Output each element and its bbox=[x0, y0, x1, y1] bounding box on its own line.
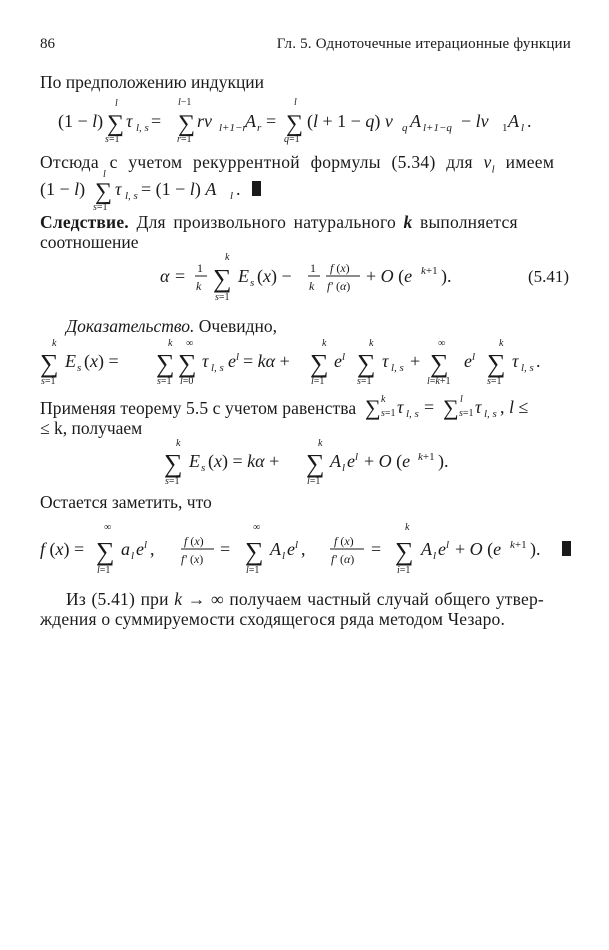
svg-text:l, s: l, s bbox=[484, 408, 497, 420]
svg-text:e: e bbox=[464, 351, 472, 371]
final-limit: k → ∞ bbox=[174, 589, 224, 609]
svg-text:k: k bbox=[381, 394, 386, 405]
svg-text:k: k bbox=[176, 438, 181, 449]
svg-text:q: q bbox=[402, 122, 408, 134]
svg-text:l: l bbox=[230, 190, 234, 202]
svg-text:l: l bbox=[472, 351, 476, 363]
svg-text:.: . bbox=[527, 111, 532, 131]
svg-text:s: s bbox=[201, 462, 206, 474]
svg-text:+: + bbox=[410, 351, 421, 371]
svg-text:e: e bbox=[347, 451, 355, 471]
svg-text:s=1: s=1 bbox=[157, 376, 172, 387]
svg-text:(1 − l): (1 − l) bbox=[58, 111, 104, 131]
qed-mark bbox=[252, 181, 261, 196]
svg-text:s=1: s=1 bbox=[93, 202, 108, 213]
svg-text:E: E bbox=[189, 451, 200, 471]
proof-label: Доказательство. bbox=[66, 316, 195, 336]
svg-text:∞: ∞ bbox=[186, 338, 194, 349]
svg-text:1: 1 bbox=[310, 261, 316, 275]
svg-text:(x) = kα +: (x) = kα + bbox=[208, 451, 280, 471]
equation-sum-E bbox=[0, 336, 609, 390]
svg-text:∑: ∑ bbox=[107, 111, 125, 137]
proof-text: Очевидно, bbox=[194, 316, 278, 336]
svg-text:a: a bbox=[121, 539, 130, 559]
svg-text:r: r bbox=[257, 122, 262, 134]
svg-text:∑: ∑ bbox=[178, 349, 197, 378]
corollary-end: выполняется bbox=[420, 212, 518, 232]
relation-text: соотношение bbox=[40, 232, 139, 252]
svg-text:l: l bbox=[144, 539, 148, 551]
svg-text:s=1: s=1 bbox=[165, 476, 180, 487]
svg-text:l: l bbox=[355, 451, 359, 463]
svg-text:l−1: l−1 bbox=[178, 97, 192, 108]
svg-text:s=1: s=1 bbox=[459, 408, 474, 419]
equation-5-41 bbox=[0, 250, 609, 306]
svg-text:= (1 − l) A: = (1 − l) A bbox=[141, 179, 217, 199]
svg-text:+ O (e: + O (e bbox=[455, 539, 502, 559]
svg-text:q=1: q=1 bbox=[284, 134, 300, 145]
svg-text:l+1−q: l+1−q bbox=[423, 122, 452, 134]
equation-E-result bbox=[0, 436, 609, 490]
svg-text:τ: τ bbox=[202, 351, 209, 371]
final-paragraph bbox=[66, 589, 544, 610]
svg-text:1: 1 bbox=[197, 261, 203, 275]
svg-text:l, s: l, s bbox=[391, 362, 404, 374]
equation-induction bbox=[0, 96, 609, 146]
svg-text:k+1: k+1 bbox=[418, 451, 435, 463]
svg-text:s=1: s=1 bbox=[487, 376, 502, 387]
svg-text:k: k bbox=[52, 338, 57, 349]
hence-text: Отсюда с учетом рекуррентной формулы (5.34) для bbox=[40, 152, 473, 172]
svg-text:l, s: l, s bbox=[521, 362, 534, 374]
svg-text:∞: ∞ bbox=[104, 522, 112, 533]
svg-text:+ O (e: + O (e bbox=[366, 266, 413, 286]
page-number: 86 bbox=[40, 36, 55, 52]
svg-text:τ: τ bbox=[382, 351, 389, 371]
final-paragraph-line2: ждения о суммируемости сходящегося ряда методом Чезаро. bbox=[40, 609, 506, 629]
svg-text:∑: ∑ bbox=[156, 349, 175, 378]
svg-text:=: = bbox=[151, 111, 162, 131]
svg-text:∑: ∑ bbox=[306, 449, 325, 478]
running-header bbox=[40, 36, 571, 56]
svg-text:l=0: l=0 bbox=[180, 376, 194, 387]
final-text-end: получаем частный случай общего утвер- bbox=[229, 589, 544, 609]
svg-text:k: k bbox=[196, 279, 202, 293]
svg-text:k: k bbox=[168, 338, 173, 349]
svg-text:∑: ∑ bbox=[430, 349, 449, 378]
corollary-paragraph bbox=[40, 212, 518, 233]
svg-text:τ: τ bbox=[397, 397, 404, 417]
equation-f-series bbox=[0, 518, 609, 578]
svg-text:, l ≤: , l ≤ bbox=[500, 397, 529, 417]
svg-text:e: e bbox=[287, 539, 295, 559]
svg-text:).: ). bbox=[441, 266, 452, 286]
svg-text:∑: ∑ bbox=[96, 537, 115, 566]
svg-text:∑: ∑ bbox=[95, 179, 113, 205]
nu-subscript: l bbox=[491, 163, 495, 176]
svg-text:f′ (α): f′ (α) bbox=[327, 279, 351, 293]
svg-text:∑: ∑ bbox=[164, 449, 183, 478]
svg-text:∞: ∞ bbox=[253, 522, 261, 533]
svg-text:l: l bbox=[131, 550, 135, 562]
apply-text: Применяя теорему 5.5 с учетом равенства bbox=[40, 398, 357, 418]
svg-text:∑: ∑ bbox=[487, 349, 506, 378]
svg-text:l=1: l=1 bbox=[311, 376, 325, 387]
svg-text:l: l bbox=[236, 351, 240, 363]
svg-text:=: = bbox=[175, 266, 186, 286]
svg-text:l: l bbox=[294, 97, 297, 108]
svg-text:,: , bbox=[150, 539, 155, 559]
svg-text:k: k bbox=[369, 338, 374, 349]
svg-text:+ O (e: + O (e bbox=[364, 451, 411, 471]
svg-text:1: 1 bbox=[502, 122, 508, 134]
svg-text:k: k bbox=[225, 252, 230, 263]
svg-text:l: l bbox=[433, 550, 437, 562]
svg-text:l=1: l=1 bbox=[307, 476, 321, 487]
svg-text:k: k bbox=[309, 279, 315, 293]
svg-text:f′ (x): f′ (x) bbox=[181, 552, 204, 566]
svg-text:s=1: s=1 bbox=[381, 408, 396, 419]
svg-text:r=1: r=1 bbox=[177, 134, 192, 145]
qed-mark-2 bbox=[562, 541, 571, 556]
svg-text:A: A bbox=[410, 111, 421, 131]
svg-text:f′ (α): f′ (α) bbox=[331, 552, 355, 566]
svg-text:l, s: l, s bbox=[125, 190, 138, 202]
svg-text:rν: rν bbox=[197, 111, 212, 131]
svg-text:∑: ∑ bbox=[286, 111, 304, 137]
svg-text:α: α bbox=[160, 266, 170, 286]
svg-text:=: = bbox=[424, 397, 435, 417]
svg-text:∑: ∑ bbox=[443, 395, 459, 420]
svg-text:).: ). bbox=[530, 539, 541, 559]
svg-text:s=1: s=1 bbox=[357, 376, 372, 387]
svg-text:).: ). bbox=[438, 451, 449, 471]
svg-text:∑: ∑ bbox=[365, 395, 381, 420]
corollary-label: Следствие. bbox=[40, 212, 129, 232]
svg-text:l, s: l, s bbox=[136, 122, 149, 134]
nu-symbol: ν bbox=[483, 152, 492, 172]
corollary-text: Для произвольного натурального bbox=[128, 212, 396, 232]
svg-text:l: l bbox=[282, 550, 286, 562]
running-title: Гл. 5. Одноточечные итерационные функции bbox=[276, 36, 571, 52]
svg-text:∑: ∑ bbox=[178, 111, 196, 137]
svg-text:τ: τ bbox=[115, 179, 122, 199]
svg-text:∑: ∑ bbox=[245, 537, 264, 566]
corollary-k: k bbox=[403, 212, 413, 232]
svg-text:∑: ∑ bbox=[310, 349, 329, 378]
svg-text:f (x) =: f (x) = bbox=[40, 539, 85, 559]
svg-text:(x) =: (x) = bbox=[84, 351, 119, 371]
svg-text:k+1: k+1 bbox=[510, 539, 527, 551]
svg-text:e: e bbox=[438, 539, 446, 559]
svg-text:e: e bbox=[334, 351, 342, 371]
svg-text:(l + 1 − q) ν: (l + 1 − q) ν bbox=[307, 111, 393, 131]
svg-text:l=k+1: l=k+1 bbox=[427, 376, 451, 387]
svg-text:s=1: s=1 bbox=[105, 134, 120, 145]
equation-recurrence-result bbox=[0, 168, 609, 214]
svg-text:A: A bbox=[421, 539, 432, 559]
svg-text:=: = bbox=[371, 539, 382, 559]
svg-text:f (x): f (x) bbox=[330, 261, 350, 275]
svg-text:A: A bbox=[270, 539, 281, 559]
svg-text:=: = bbox=[266, 111, 277, 131]
svg-text:l, s: l, s bbox=[211, 362, 224, 374]
svg-text:.: . bbox=[536, 351, 541, 371]
svg-text:τ: τ bbox=[475, 397, 482, 417]
svg-text:s: s bbox=[250, 277, 255, 289]
svg-text:l: l bbox=[103, 169, 106, 180]
svg-text:l: l bbox=[342, 351, 346, 363]
svg-text:∑: ∑ bbox=[40, 349, 59, 378]
svg-text:E: E bbox=[65, 351, 76, 371]
svg-text:τ: τ bbox=[126, 111, 133, 131]
svg-text:A: A bbox=[245, 111, 256, 131]
svg-text:e: e bbox=[228, 351, 236, 371]
svg-text:l+1−r: l+1−r bbox=[219, 122, 247, 134]
svg-text:l: l bbox=[295, 539, 299, 551]
svg-text:A: A bbox=[508, 111, 519, 131]
apply-continuation: ≤ k, получаем bbox=[40, 418, 143, 438]
svg-text:(1 − l): (1 − l) bbox=[40, 179, 86, 199]
svg-text:l, s: l, s bbox=[406, 408, 419, 420]
svg-text:l: l bbox=[115, 98, 118, 109]
svg-text:k+1: k+1 bbox=[421, 265, 438, 277]
svg-text:s: s bbox=[77, 362, 82, 374]
svg-text:s=1: s=1 bbox=[41, 376, 56, 387]
remains-paragraph: Остается заметить, что bbox=[40, 492, 212, 512]
svg-text:l: l bbox=[446, 539, 450, 551]
induction-paragraph: По предположению индукции bbox=[40, 72, 265, 92]
svg-text:k: k bbox=[405, 522, 410, 533]
equation-number: (5.41) bbox=[528, 267, 570, 286]
svg-text:k: k bbox=[322, 338, 327, 349]
svg-text:=: = bbox=[220, 539, 231, 559]
svg-text:k: k bbox=[318, 438, 323, 449]
svg-text:(x) −: (x) − bbox=[257, 266, 292, 286]
svg-text:i=1: i=1 bbox=[397, 565, 411, 576]
svg-text:l: l bbox=[460, 394, 463, 405]
svg-text:e: e bbox=[136, 539, 144, 559]
svg-text:l=1: l=1 bbox=[246, 565, 260, 576]
svg-text:s=1: s=1 bbox=[215, 292, 230, 303]
proof-paragraph bbox=[66, 316, 277, 337]
svg-text:= kα +: = kα + bbox=[243, 351, 290, 371]
svg-text:∑: ∑ bbox=[213, 264, 232, 293]
svg-text:∑: ∑ bbox=[357, 349, 376, 378]
svg-text:τ: τ bbox=[512, 351, 519, 371]
final-text-start: Из (5.41) при bbox=[66, 589, 169, 609]
svg-text:A: A bbox=[330, 451, 341, 471]
svg-text:− lν: − lν bbox=[461, 111, 489, 131]
svg-text:f (x): f (x) bbox=[334, 534, 354, 548]
svg-text:.: . bbox=[236, 179, 241, 199]
svg-text:k: k bbox=[499, 338, 504, 349]
svg-text:f (x): f (x) bbox=[184, 534, 204, 548]
svg-text:l=1: l=1 bbox=[97, 565, 111, 576]
svg-text:∞: ∞ bbox=[438, 338, 446, 349]
svg-text:,: , bbox=[301, 539, 306, 559]
svg-text:l: l bbox=[342, 462, 346, 474]
hence-end: имеем bbox=[505, 152, 555, 172]
svg-text:∑: ∑ bbox=[395, 537, 414, 566]
svg-text:l: l bbox=[521, 122, 525, 134]
svg-text:E: E bbox=[238, 266, 249, 286]
